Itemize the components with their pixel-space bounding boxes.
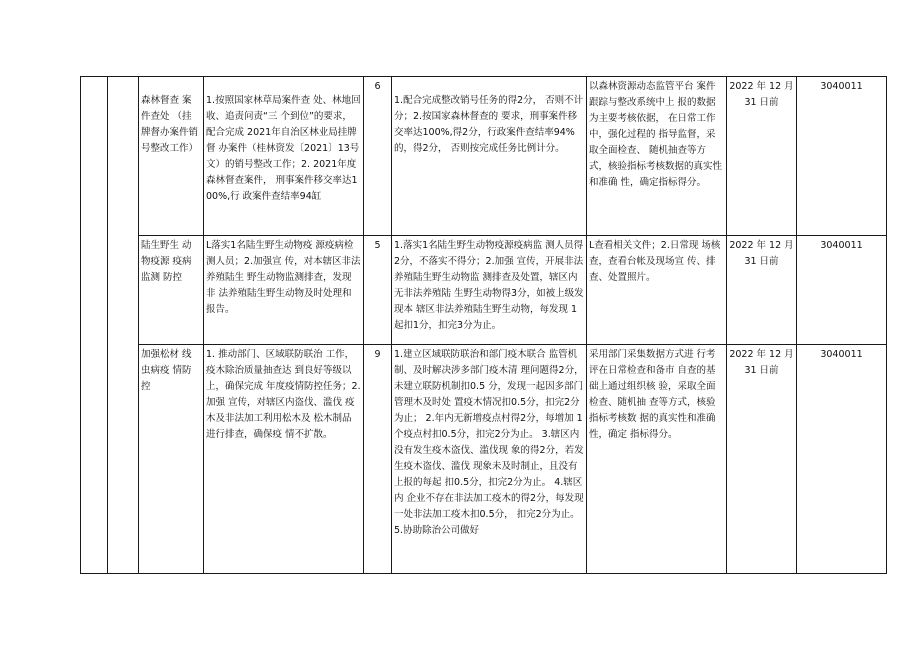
criteria-cell — [392, 236, 587, 345]
task-content-text: L落实1名陆生野生动物疫 源疫病检测人员；2.加强宣 传，对本辖区非法养殖陆生 野生动物监测排查，发现非 法养殖陆生野生动物及时处理和报告。 — [206, 240, 361, 315]
task-content-cell — [204, 345, 364, 574]
method-text: L查看相关文件；2.日常现 场核查，查看台帐及现场宣 传、排查、处置照片。 — [589, 240, 721, 283]
table-row — [81, 236, 887, 345]
task-name-text: 陆生野生 动物疫源 疫病监测 防控 — [141, 240, 192, 283]
task-name-cell — [139, 77, 204, 236]
code-cell — [797, 345, 887, 574]
score-cell — [364, 236, 392, 345]
evaluation-table — [80, 76, 887, 574]
criteria-cell — [392, 345, 587, 574]
deadline-cell — [727, 77, 797, 236]
score-cell — [364, 77, 392, 236]
method-text: 采用部门采集数据方式进 行考评在日常检查和备市 自查的基础上通过组织核 验，采取全面检查、随机抽 查等方式，核验指标考核数 据的真实性和准确性，确定 指标得分。 — [589, 349, 716, 440]
task-name-text: 森林督查 案件查处 （挂牌督办案件销号整改工作） — [141, 95, 199, 154]
method-text: 以森林资源动态监管平台 案件跟踪与整改系统中上 报的数据为主要考核依据， 在日常工作中，强化过程的 指导监督，采取全面检查、 随机抽查等方式，核验指标考核数据的真实性和准确 性，确定指标得分。 — [589, 81, 723, 188]
criteria-text: 1.建立区域联防联治和部门疫木联合 监管机制、及时解决涉多部门疫木清 理问题得2分，未建立联防机制扣0.5 分，发现一起因多部门管理木及时处 置疫木情况扣0.5分，扣完2分为止； 2.年内无新增疫点村得2分，每增加 1个疫点村扣0.5分，扣完2分为止。 3.辖区内没有发生疫木盗伐、滥伐现 象的得2分，若发生疫木盗伐、滥伐 现象未及时制止，且没有上报的每起 扣0.5分，扣完2分为止。 4.辖区内 企业不存在非法加工疫木的得2分，每发现一处非法加工疫木扣0.5分， 扣完2分为止。5.协助除治公司做好 — [394, 349, 584, 536]
deadline-cell — [727, 345, 797, 574]
criteria-cell — [392, 77, 587, 236]
method-cell — [587, 236, 727, 345]
method-cell — [587, 345, 727, 574]
table-row — [81, 77, 887, 236]
deadline-cell — [727, 236, 797, 345]
deadline-text: 2022 年 12 月 31 日前 — [729, 349, 794, 376]
code-value: 3040011 — [820, 240, 863, 251]
score-value: 6 — [374, 81, 381, 92]
code-value: 3040011 — [820, 349, 863, 360]
score-value: 5 — [374, 240, 381, 251]
task-content-text: 1. 推动部门、区域联防联治 工作，疫木除治质量抽查达 到良好等级以上，确保完成 年度疫情防控任务；2. 加强 宣传，对辖区内盗伐、滥伐 疫木及非法加工利用松木及 松木制品进行排查，确保疫 情不扩散。 — [206, 349, 361, 440]
task-content-cell — [204, 236, 364, 345]
code-cell — [797, 236, 887, 345]
method-cell — [587, 77, 727, 236]
code-value: 3040011 — [820, 81, 863, 92]
deadline-text: 2022 年 12 月 31 日前 — [729, 81, 794, 108]
blank-index-column — [81, 77, 108, 574]
score-value: 9 — [374, 349, 381, 360]
code-cell — [797, 77, 887, 236]
score-cell — [364, 345, 392, 574]
task-name-cell — [139, 236, 204, 345]
task-name-cell — [139, 345, 204, 574]
task-content-cell — [204, 77, 364, 236]
task-name-text: 加强松材 线虫病疫 情防控 — [141, 349, 192, 392]
criteria-text: 1.落实1名陆生野生动物疫源疫病监 测人员得2分，不落实不得分；2.加强 宣传，开展非法养殖陆生野生动物监 测排查及处置，辖区内无非法养殖陆 生野生动物得3分，如被上级发现本 辖区非法养殖陆生野生动物，每发现 1起扣1分，扣完3分为止。 — [394, 240, 584, 331]
table-row — [81, 345, 887, 574]
deadline-text: 2022 年 12 月 31 日前 — [729, 240, 794, 267]
criteria-text: 1.配合完成整改销号任务的得2分， 否则不计分；2.按国家森林督查的 要求，刑事案件移交率达100%,得2分，行政案件查结率94%的，得2分， 否则按完成任务比例计分。 — [394, 95, 584, 154]
task-content-text: 1.按照国家林草局案件查 处、林地回收、追责问责“三 个到位”的要求，配合完成 2021年自治区林业局挂牌督 办案件（桂林资发〔2021〕13号文）的销号整改工作；2. 2021年度森林督查案件， 刑事案件移交率达100%,行 政案件查结率94缸 — [206, 95, 361, 202]
blank-category-column — [108, 77, 139, 574]
